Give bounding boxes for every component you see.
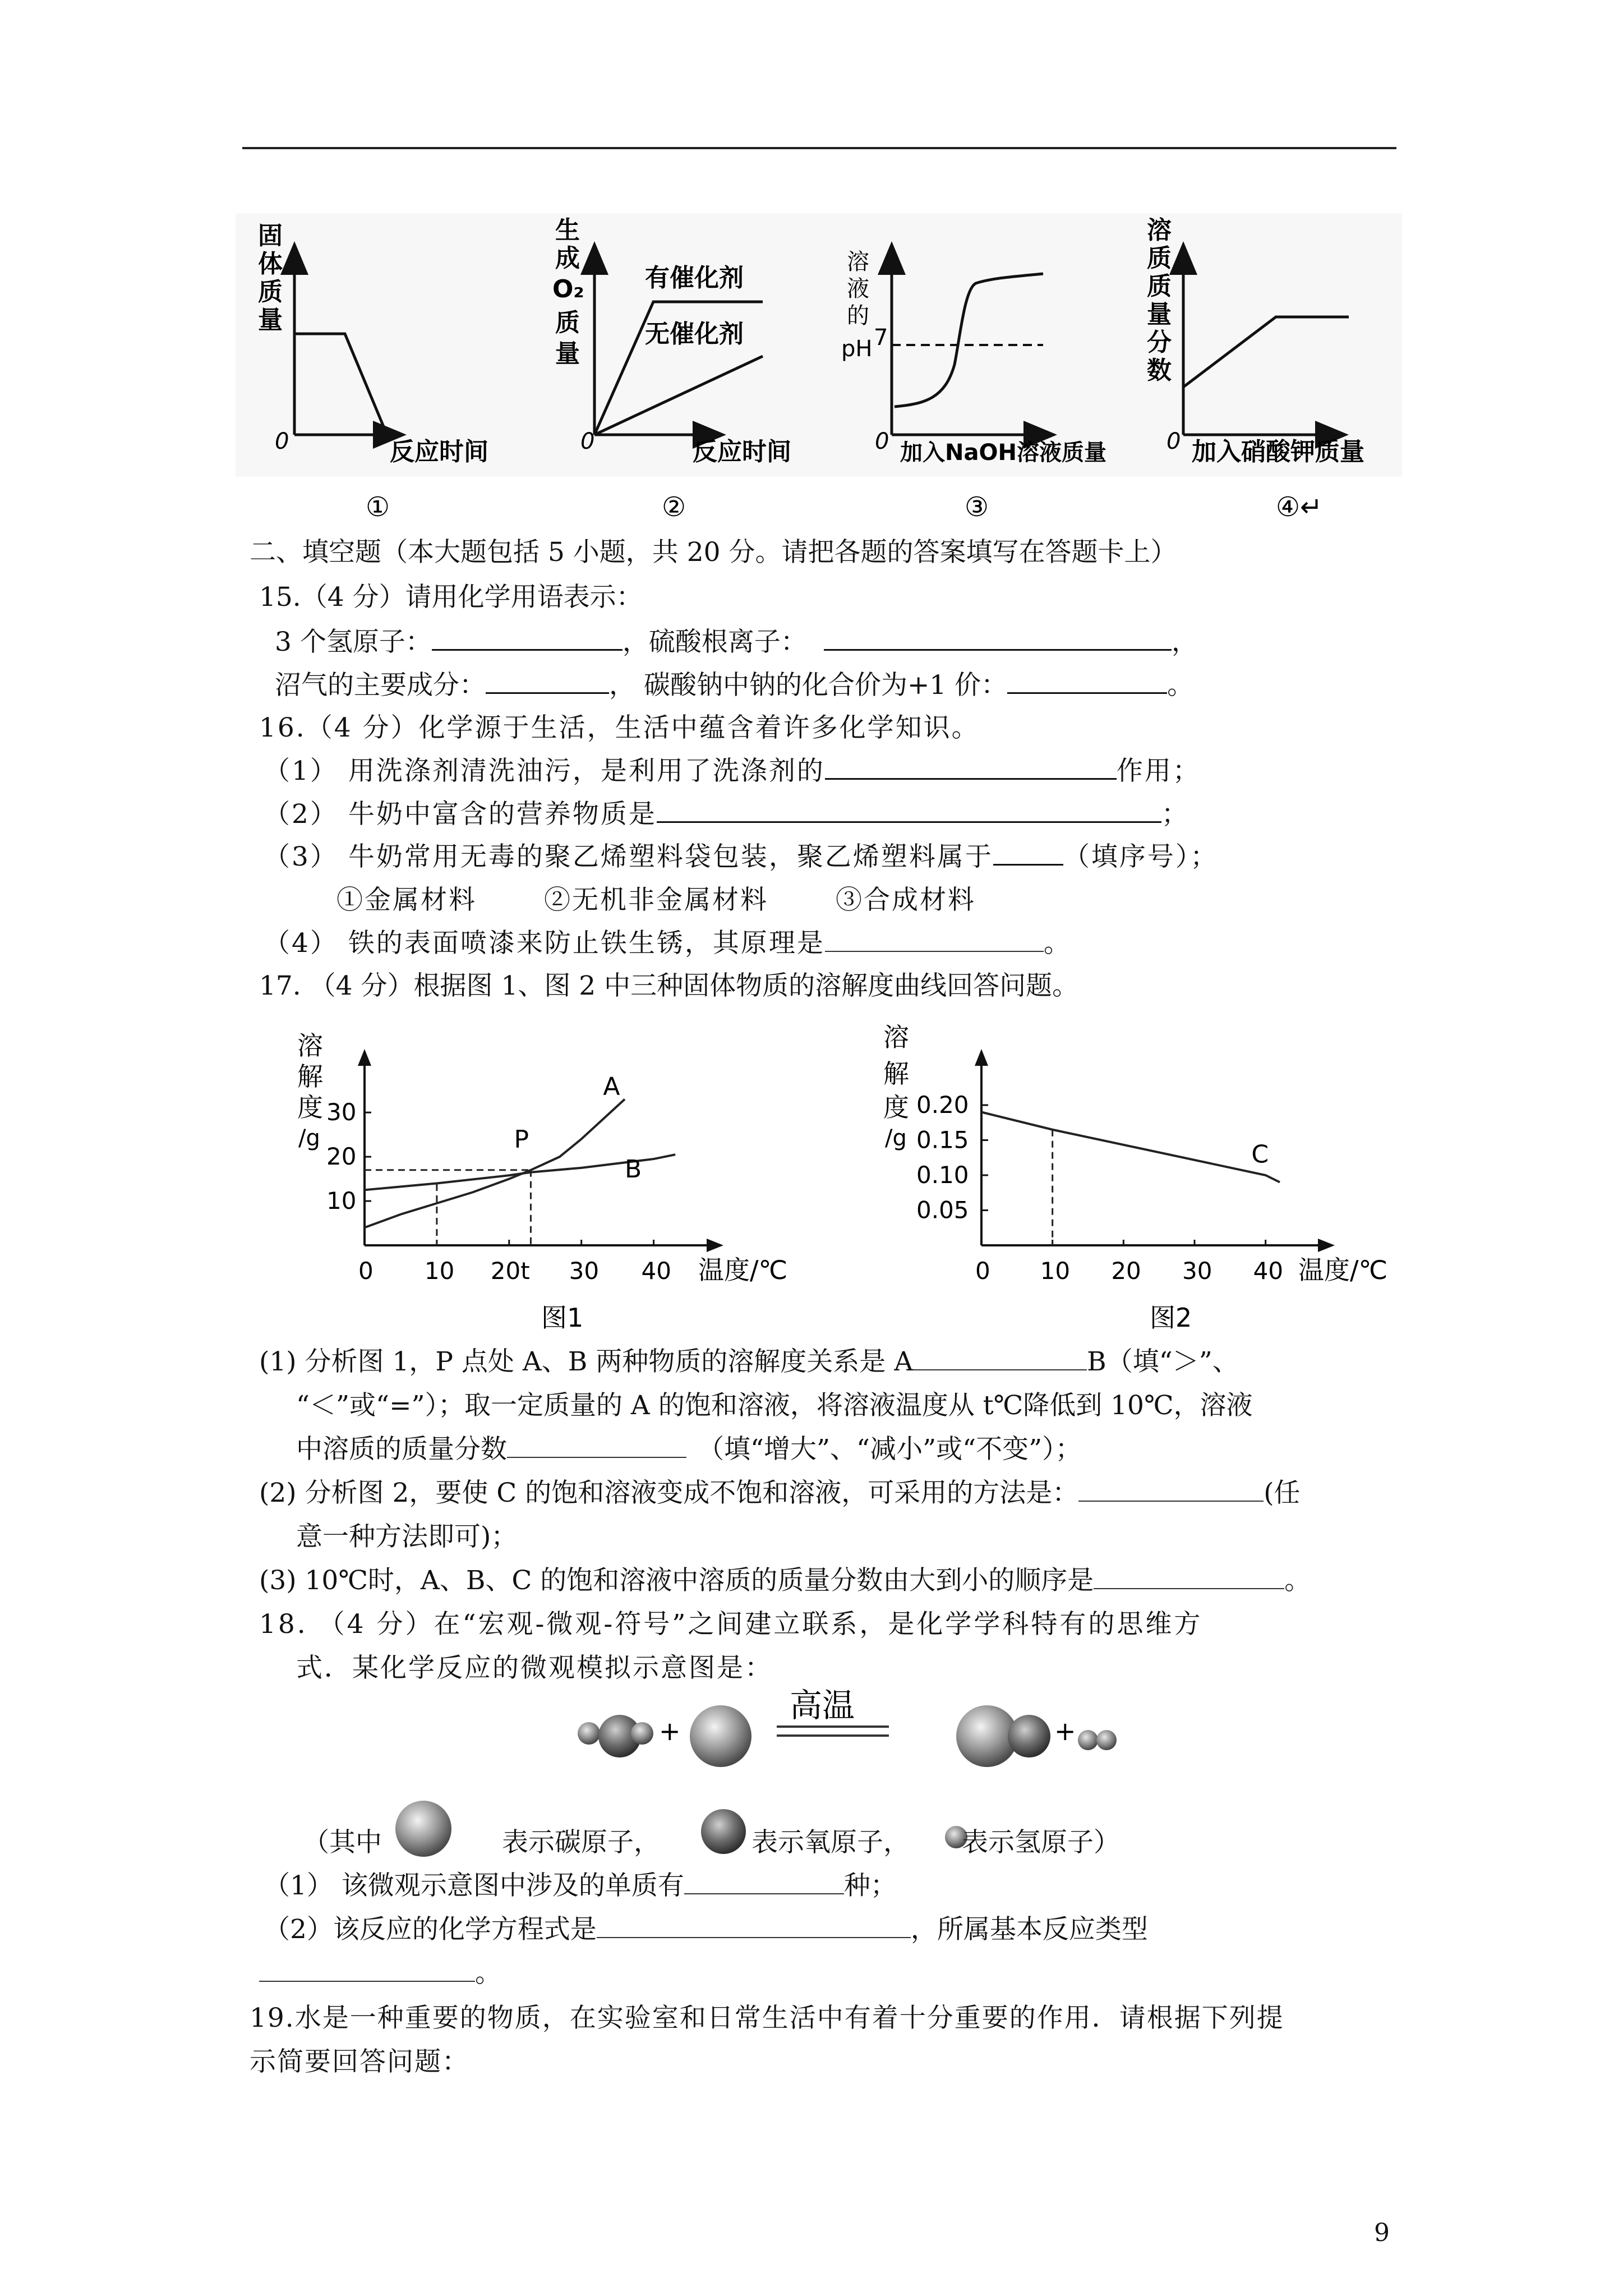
- fig2-ylabel-1: 成: [555, 244, 580, 273]
- chart1-xtick-label: 30: [569, 1257, 600, 1285]
- q17-s1a: (1) 分析图 1，P 点处 A、B 两种物质的溶解度关系是 A: [259, 1346, 914, 1377]
- q16-option-1: ①金属材料: [336, 885, 477, 915]
- fig4-origin: 0: [1166, 429, 1181, 454]
- hydrogen-molecule: [1078, 1730, 1117, 1750]
- fig3-seven-label: 7: [874, 325, 888, 351]
- q17-s2b: (任: [1264, 1478, 1301, 1508]
- chart1-ylabel-1: 解: [297, 1061, 323, 1092]
- carbon-monoxide-molecule: [956, 1705, 1050, 1767]
- chart1-series-label-B: B: [625, 1155, 642, 1184]
- chart2-caption: 图2: [1150, 1303, 1192, 1333]
- chart2-series-C: [981, 1112, 1280, 1182]
- chart1-xtick-label: 10: [424, 1257, 455, 1285]
- legend-d: 表示氢原子）: [962, 1827, 1120, 1858]
- fig4-ylabel-5: 数: [1147, 356, 1172, 385]
- q18-blank-1[interactable]: [684, 1871, 844, 1894]
- q15-blank-sulfate[interactable]: [824, 627, 1172, 651]
- q16-blank-2[interactable]: [657, 799, 1161, 823]
- fig2-caption: ②: [662, 491, 686, 523]
- chart1-series-A: [365, 1099, 625, 1227]
- chart1-ylabel-2: 度: [297, 1092, 323, 1122]
- top-figures: [236, 213, 1402, 527]
- fig4-ylabel-0: 溶: [1147, 216, 1172, 245]
- fig3-caption: ③: [965, 491, 989, 523]
- q16-s1b: 作用；: [1116, 756, 1201, 786]
- chart2-xtick-label: 10: [1040, 1257, 1071, 1285]
- q17-s1-line1: [259, 1345, 1239, 1379]
- solubility-chart-2: [875, 1021, 1413, 1346]
- reaction-plus-1: +: [659, 1716, 681, 1746]
- q15-line1: [275, 625, 1198, 659]
- chart1-caption: 图1: [541, 1303, 584, 1333]
- q18-s2-line2: [259, 1957, 501, 1990]
- fig1-ylabel-0: 固: [258, 222, 283, 250]
- q19-line-1: 19.水是一种重要的物质，在实验室和日常生活中有着十分重要的作用．请根据下列提: [250, 2003, 1284, 2033]
- q15-p4: 沼气的主要成分：: [275, 670, 486, 701]
- q17-s2c: 意一种方法即可)；: [296, 1521, 518, 1552]
- q15-line2: [275, 669, 1193, 702]
- fig4-ylabel-4: 分: [1147, 328, 1172, 357]
- q16-s4: [264, 927, 1072, 960]
- chart1-ytick-label: 10: [326, 1187, 357, 1215]
- fig2-line1-label: 有催化剂: [645, 264, 744, 292]
- chart2-ytick-label: 0.15: [916, 1126, 969, 1154]
- q18-stem-2: 式．某化学反应的微观模拟示意图是：: [296, 1653, 773, 1683]
- chart2-xtick-label: 30: [1182, 1257, 1212, 1285]
- q17-s1d: 中溶质的质量分数: [296, 1434, 507, 1465]
- q15-stem: 15.（4 分）请用化学用语表示：: [259, 582, 643, 613]
- q16-s3a: （3） 牛奶常用无毒的聚乙烯塑料袋包装，聚乙烯塑料属于: [264, 841, 993, 872]
- q16-s2b: ；: [1161, 799, 1189, 830]
- chart2-ytick-label: 0.20: [916, 1091, 969, 1119]
- q17-s2-line1: [259, 1476, 1301, 1510]
- q16-s3: [264, 840, 1218, 874]
- q18-s2: [264, 1913, 1148, 1947]
- q16-s4b: 。: [1043, 928, 1072, 959]
- fig4-caption: ④↵: [1276, 491, 1323, 523]
- q17-s1-line3: [296, 1433, 1082, 1466]
- page-number: 9: [1374, 2219, 1390, 2247]
- fig2-ylabel-0: 生: [555, 216, 580, 245]
- fig2-ylabel-4: 量: [555, 339, 580, 368]
- chart1-xtick-label: 20t: [490, 1257, 530, 1285]
- legend-b: 表示碳原子，: [502, 1827, 660, 1858]
- chart2-series-label-C: C: [1251, 1140, 1269, 1169]
- q16-option-3: ③合成材料: [836, 885, 976, 915]
- oxygen-legend-icon: [695, 1803, 751, 1860]
- q16-s1: [264, 754, 1201, 788]
- chart1-series-label-A: A: [603, 1072, 620, 1101]
- chart1-ytick-label: 20: [326, 1143, 357, 1171]
- chart2-x-arrow: [1318, 1239, 1335, 1252]
- chart2-ylabel-1: 解: [883, 1059, 909, 1089]
- fig2-line2-label: 无催化剂: [645, 320, 744, 348]
- chart1-xtick-label: 0: [358, 1257, 374, 1285]
- water-molecule: [578, 1715, 653, 1757]
- fig2-ylabel-2: O₂: [552, 275, 584, 303]
- q16-s1a: （1） 用洗涤剂清洗油污，是利用了洗涤剂的: [264, 756, 825, 786]
- fig3-ylabel-0: 溶: [847, 249, 869, 275]
- q17-blank-4[interactable]: [1094, 1566, 1284, 1589]
- fig1-xlabel: 反应时间: [390, 438, 488, 466]
- q16-stem: 16.（4 分）化学源于生活，生活中蕴含着许多化学知识。: [259, 712, 980, 743]
- q15-blank-methane[interactable]: [486, 670, 609, 694]
- q16-s4a: （4） 铁的表面喷漆来防止铁生锈，其原理是: [264, 928, 825, 959]
- reaction-diagram: [561, 1677, 1178, 1789]
- q18-s1b: 种；: [843, 1870, 897, 1901]
- chart1-point-label: P: [514, 1125, 529, 1154]
- q18-s1: [264, 1869, 897, 1903]
- q16-option-2: ②无机非金属材料: [544, 885, 768, 915]
- q18-s2a: （2）该反应的化学方程式是: [264, 1914, 597, 1945]
- section2-title: 二、填空题（本大题包括 5 小题，共 20 分。请把各题的答案填写在答题卡上）: [250, 537, 1177, 568]
- chart2-ylabel-0: 溶: [883, 1022, 909, 1052]
- chart1-ytick-label: 30: [326, 1098, 357, 1126]
- q18-s1a: （1） 该微观示意图中涉及的单质有: [264, 1870, 684, 1901]
- q15-p5: ， 碳酸钠中钠的化合价为+1 价：: [609, 670, 1008, 701]
- chart2-xtick-label: 20: [1111, 1257, 1141, 1285]
- fig1-ylabel-1: 体: [258, 250, 283, 278]
- q17-stem: 17. （4 分）根据图 1、图 2 中三种固体物质的溶解度曲线回答问题。: [259, 970, 1079, 1001]
- q16-blank-3[interactable]: [993, 841, 1063, 866]
- fig1-ylabel-3: 量: [258, 306, 283, 334]
- q18-blank-2[interactable]: [597, 1915, 911, 1938]
- q16-s3b: （填序号）；: [1063, 841, 1219, 872]
- q18-stem-1: 18. （4 分）在“宏观-微观-符号”之间建立联系，是化学学科特有的思维方: [259, 1609, 1203, 1640]
- q17-blank-3[interactable]: [1078, 1478, 1264, 1502]
- atom-legend: [303, 1795, 1200, 1868]
- chart1-x-arrow: [707, 1239, 723, 1252]
- legend-a: （其中: [303, 1827, 382, 1858]
- chart2-y-arrow: [975, 1049, 988, 1066]
- q19-line-2: 示简要回答问题：: [250, 2046, 469, 2077]
- q17-s3: [259, 1564, 1311, 1598]
- q16-options: [336, 884, 976, 917]
- chart2-ytick-label: 0.05: [916, 1196, 969, 1224]
- fig3-ph-label: pH: [841, 336, 873, 362]
- q17-s1b: B（填“＞”、: [1087, 1346, 1239, 1377]
- chart2-ylabel-2: 度: [883, 1092, 909, 1122]
- fig1-caption: ①: [366, 491, 390, 523]
- fig4-ylabel-3: 量: [1147, 300, 1172, 329]
- carbon-atom: [690, 1705, 751, 1767]
- q17-s3b: 。: [1284, 1565, 1311, 1596]
- q15-blank-hydrogen[interactable]: [432, 627, 623, 651]
- chart1-ylabel-3: /g: [298, 1125, 320, 1151]
- reaction-condition: 高温: [790, 1686, 855, 1724]
- chart1-xtick-label: 40: [641, 1257, 672, 1285]
- chart1-ylabel-0: 溶: [297, 1030, 323, 1061]
- fig2-origin: 0: [580, 429, 595, 454]
- q16-blank-1[interactable]: [825, 756, 1117, 780]
- q18-s2c: 。: [475, 1958, 501, 1989]
- header-rule: [242, 147, 1396, 149]
- q17-blank-2[interactable]: [507, 1434, 686, 1458]
- q18-blank-3[interactable]: [259, 1958, 475, 1982]
- q15-p1: 3 个氢原子：: [275, 627, 432, 657]
- chart2-xtick-label: 40: [1253, 1257, 1284, 1285]
- fig1-origin: 0: [275, 429, 289, 454]
- q17-s2a: (2) 分析图 2，要使 C 的饱和溶液变成不饱和溶液，可采用的方法是：: [259, 1478, 1079, 1508]
- q18-s2b: ，所属基本反应类型: [910, 1914, 1148, 1945]
- fig3-origin: 0: [875, 429, 889, 454]
- fig4-xlabel: 加入硝酸钾质量: [1192, 438, 1364, 466]
- q17-s1e: （填“增大”、“减小”或“不变”）；: [698, 1434, 1082, 1465]
- fig4-ylabel-2: 质: [1147, 272, 1172, 301]
- chart2-xlabel: 温度/℃: [1298, 1255, 1388, 1285]
- fig2-xlabel: 反应时间: [693, 438, 791, 466]
- q15-blank-valence[interactable]: [1007, 670, 1167, 694]
- chart1-xlabel: 温度/℃: [698, 1255, 788, 1285]
- fig3-xlabel: 加入NaOH溶液质量: [900, 440, 1106, 466]
- legend-c: 表示氧原子，: [751, 1827, 910, 1858]
- q15-p3: ，: [1171, 627, 1198, 657]
- q15-p2: ，硫酸根离子：: [622, 627, 807, 657]
- q17-s1c: “＜”或“=”）；取一定质量的 A 的饱和溶液，将溶液温度从 t℃降低到 10℃，溶液: [296, 1390, 1253, 1421]
- chart2-ylabel-3: /g: [885, 1125, 907, 1151]
- q16-s2a: （2） 牛奶中富含的营养物质是: [264, 799, 657, 830]
- q16-s2: [264, 798, 1189, 831]
- chart1-y-arrow: [358, 1049, 371, 1066]
- q17-s3a: (3) 10℃时，A、B、C 的饱和溶液中溶质的质量分数由大到小的顺序是: [259, 1565, 1094, 1596]
- q15-p6: 。: [1167, 670, 1194, 701]
- q17-blank-1[interactable]: [913, 1347, 1087, 1370]
- q16-blank-4[interactable]: [825, 928, 1044, 952]
- fig2-ylabel-3: 质: [555, 309, 580, 337]
- reaction-plus-2: +: [1054, 1716, 1076, 1746]
- solubility-chart-1: [286, 1021, 824, 1346]
- fig1-ylabel-2: 质: [258, 278, 283, 306]
- fig3-ylabel-2: 的: [847, 303, 869, 329]
- fig3-ylabel-1: 液: [847, 276, 869, 302]
- fig4-ylabel-1: 质: [1147, 244, 1172, 273]
- chart2-ytick-label: 0.10: [916, 1161, 969, 1189]
- chart2-xtick-label: 0: [975, 1257, 990, 1285]
- carbon-legend-icon: [390, 1795, 457, 1862]
